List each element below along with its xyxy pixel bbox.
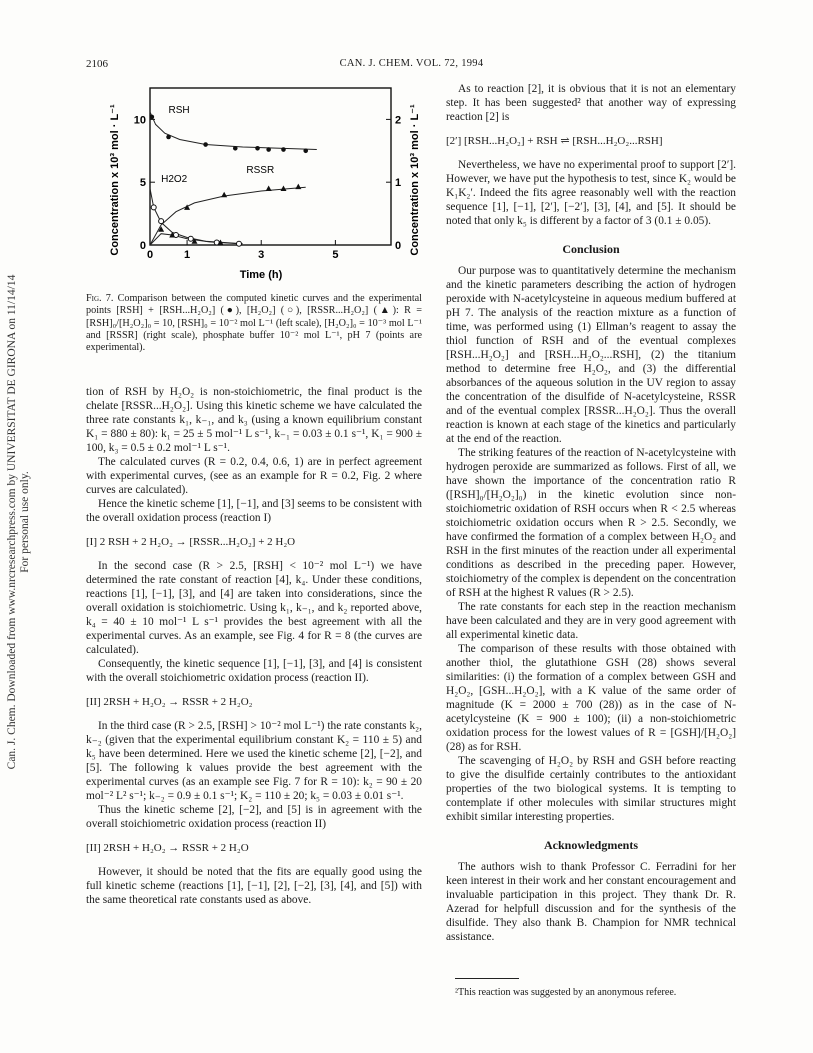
right-column: [446, 82, 736, 944]
acknowledgments-heading: Acknowledgments: [543, 838, 638, 852]
data-point: [188, 236, 193, 241]
figure-caption-text: Comparison between the computed kinetic curves and the experimental points [RSH] + [RSH...H₂O₂] (●), [H₂O₂] (○), [RSSR...H₂O₂] (▲): R = [RSH]₀/[H₂O₂]₀ = 10, [RSH]₀ = 10⁻² mol L⁻¹ (left scale), [H₂O₂]₀ = 10⁻³ mol L⁻¹ and [RSSR] (right scale), phosphate buffer 10⁻² mol L⁻¹, pH 7 (points are experimental).: [86, 293, 423, 354]
x-tick-label: 3: [258, 249, 265, 261]
paragraph: The calculated curves (R = 0.2, 0.4, 0.6, 1) are in perfect agreement with experimental curves, (see as an example for R = 0.2, Fig. 2 where curves are calculated).: [86, 456, 422, 496]
data-point: [151, 205, 156, 210]
footnote-rule: [455, 978, 519, 979]
download-watermark-line2: For personal use only.: [19, 471, 31, 573]
data-point: [303, 149, 308, 154]
data-point: [255, 146, 260, 151]
paragraph: tion of RSH by H₂O₂ is non-stoichiometric, the final product is the chelate [RSSR...H₂O₂]. Using this kinetic scheme we have calculated the three rate constants k₁, k₋₁, and k₃ (using a known equilibrium constant K₁ = 880 ± 80): k₁ = 25 ± 5 mol⁻¹ L s⁻¹, k₋₁ = 0.03 ± 0.1 s⁻¹, K₁ = 900 ± 100, k₃ = 0.5 ± 0.2 mol⁻¹ L s⁻¹.: [86, 386, 422, 454]
paragraph: The scavenging of H₂O₂ by RSH and GSH before reacting to give the disulfide certainly contributes to the antioxidant properties of the two biological systems. It is tempting to contemplate if other molecules with similar structures might exhibit similar interesting properties.: [446, 755, 736, 823]
figure-caption-label: Fig. 7.: [86, 293, 114, 304]
data-point: [159, 219, 164, 224]
paragraph: However, it should be noted that the fits are equally good using the full kinetic scheme (reactions [1], [−1], [2], [−2], [3], [4], and [5]) with the same theoretical rate constants used as above.: [86, 866, 422, 906]
paragraph: The striking features of the reaction of N-acetylcysteine with hydrogen peroxide are summarized as follows. First of all, we have shown the importance of the concentration ratio R ([RSH]₀/[H₂O₂]₀) in the kinetic evolution since non-stoichiometric oxidation of RSH occurs when R < 2.5 whereas stoichiometric oxidation occurs when R > 2.5. Secondly, we have confirmed the formation of a complex between H₂O₂ and RSH in the first minutes of the reaction under all experimental conditions as described in the preceding paper. However, stoichiometry of the complex is dependent on the concentration of RSH at the highest R values (R > 2.5).: [446, 447, 736, 599]
data-point: [281, 147, 286, 152]
paragraph: Our purpose was to quantitatively determine the mechanism and the kinetic parameters describing the action of hydrogen peroxide with N-acetylcysteine in aqueous medium buffered at pH 7. The analysis of the reaction mixture as a function of time, was performed using (1) Ellman’s reagent to assay the thiol function of RSH and of the eventual complexes [RSH...H₂O₂] and [RSH...H₂O₂...RSH], (2) the titanium method to determine free H₂O₂, and (3) the differential absorbances of the aqueous solution in the UV region to assay the concentration of the disulfide of N-acetylcysteine, RSSR and of the eventual complex [RSSR...H₂O₂]. Thus the overall reaction is known at each stage of the kinetics and particularly at the end of the reaction.: [446, 265, 736, 445]
paragraph: The rate constants for each step in the reaction mechanism have been calculated and they are in very good agreement with all experimental kinetic data.: [446, 601, 736, 641]
paragraph: The comparison of these results with those obtained with another thiol, the glutathione GSH (28) shows several similarities: (i) the formation of a complex between GSH and H₂O₂, [GSH...H₂O₂], with a K value of the same order of magnitude (K = 2000 ± 700 (28)) as in the case of N-acetylcysteine (K = 900 ± 100); (ii) a non-stoichiometric oxidation process for the lowest values of R = [GSH]/[H₂O₂] (28) as for RSH.: [446, 643, 736, 753]
equation-II: [II] 2RSH + H₂O₂ → RSSR + 2 H₂O₂: [86, 696, 253, 708]
equation-II-second: [II] 2RSH + H₂O₂ → RSSR + 2 H₂O: [86, 842, 249, 854]
paragraph: As to reaction [2], it is obvious that it is not an elementary step. It has been suggested² that another way of expressing reaction [2] is: [446, 83, 736, 123]
paragraph: Consequently, the kinetic sequence [1], [−1], [3], and [4] is consistent with the overall stoichiometric oxidation process (reaction II).: [86, 658, 422, 684]
page-number: 2106: [86, 58, 108, 70]
equation-I: [I] 2 RSH + 2 H₂O₂ → [RSSR...H₂O₂] + 2 H₂O: [86, 536, 296, 548]
journal-running-head: CAN. J. CHEM. VOL. 72, 1994: [339, 58, 484, 69]
download-watermark-line1: Can. J. Chem. Downloaded from www.nrcresearchpress.com by UNIVERSITAT DE GIRONA on 11/14/14: [6, 274, 18, 770]
download-watermark: [6, 232, 32, 812]
data-point: [266, 147, 271, 152]
data-point: [203, 142, 208, 147]
data-point: [233, 146, 238, 151]
x-axis-label: Time (h): [239, 269, 283, 281]
curve-h2o2: [150, 189, 243, 244]
left-axis-label: Concentration x 10³ mol · L⁻¹: [109, 104, 121, 256]
data-point: [280, 185, 286, 191]
paragraph: In the second case (R > 2.5, [RSH] < 10⁻² mol L⁻¹) we have determined the rate constant of reaction [4], k₄. Under these conditions, reactions [1], [−1], [3], and [4] are taken into considerations, since the overall oxidation is stoichiometric. Using k₁, k₋₁, and k₂ reported above, k₄ = 40 ± 10 mol⁻¹ L s⁻¹ provides the best agreement with all the experimental curves. As an example, see Fig. 4 for R = 8 (the curves are calculated).: [86, 560, 422, 656]
y-right-tick-label: 1: [395, 177, 402, 190]
x-tick-label: 5: [332, 249, 339, 261]
series-label: H2O2: [161, 174, 188, 186]
data-point: [295, 184, 301, 190]
conclusion-heading: Conclusion: [562, 242, 620, 256]
y-left-tick-label: 0: [139, 240, 146, 252]
series-label: RSH: [168, 105, 190, 117]
left-column: [86, 385, 422, 907]
equation-2-prime: [2′] [RSH...H₂O₂] + RSH ⇌ [RSH...H₂O₂...RSH]: [446, 135, 663, 147]
curve-rsh: [150, 112, 317, 150]
paragraph: In the third case (R > 2.5, [RSH] > 10⁻² mol L⁻¹) the rate constants k₂, k₋₂ (given that the experimental equilibrium constant K₂ = 110 ± 5) and k₅ have been determined. Here we used the kinetic scheme [2], [−2], and [5]. The following k values provide the best agreement with the experimental curves (as an example see Fig. 7 for R = 10): k₂ = 90 ± 20 mol⁻² L² s⁻¹; k₋₂ = 0.9 ± 0.1 s⁻¹; K₂ = 110 ± 20; k₅ = 0.03 ± 0.01 s⁻¹.: [86, 720, 422, 802]
paragraph: The authors wish to thank Professor C. Ferradini for her keen interest in their work and her constant encouragement and invaluable participation in this project. They thank Dr. R. Azerad for helpfull discussion and for the synthesis of the disulfide. They also thank B. Champion for NMR technical assistance.: [446, 861, 736, 943]
figure-caption: [86, 293, 422, 354]
x-tick-label: 1: [184, 249, 191, 261]
data-point: [166, 135, 171, 140]
x-tick-label: 0: [146, 249, 154, 261]
footnote: ²This reaction was suggested by an anonymous referee.: [455, 987, 677, 998]
page-header: [86, 58, 737, 74]
data-point: [221, 192, 227, 198]
paragraph: Hence the kinetic scheme [1], [−1], and [3] seems to be consistent with the overall oxidation process (reaction I): [86, 498, 422, 524]
figure-7: [86, 80, 426, 285]
data-point: [266, 185, 272, 191]
y-left-tick-label: 10: [133, 114, 146, 127]
data-point: [150, 115, 155, 120]
paragraph: Nevertheless, we have no experimental proof to support [2′]. However, we have put the hypothesis to test, since K₂ would be K₁K₂′. Indeed the fits agree reasonably well with the reaction sequence [1], [−1], [2′], [−2′], [3], [4], and [5]. It should be noted that only k₅ is different by a factor of 3 (0.1 ± 0.05).: [446, 159, 736, 227]
series-label: RSSR: [246, 164, 275, 176]
y-right-tick-label: 2: [395, 114, 402, 127]
kinetics-chart: [86, 80, 426, 285]
y-right-tick-label: 0: [395, 240, 402, 252]
paragraph: Thus the kinetic scheme [2], [−2], and [5] is in agreement with the overall stoichiometric oxidation process (reaction II): [86, 804, 422, 830]
data-point: [236, 241, 241, 246]
y-left-tick-label: 5: [139, 177, 146, 190]
right-axis-label: Concentration x 10³ mol · L⁻¹: [409, 104, 421, 256]
